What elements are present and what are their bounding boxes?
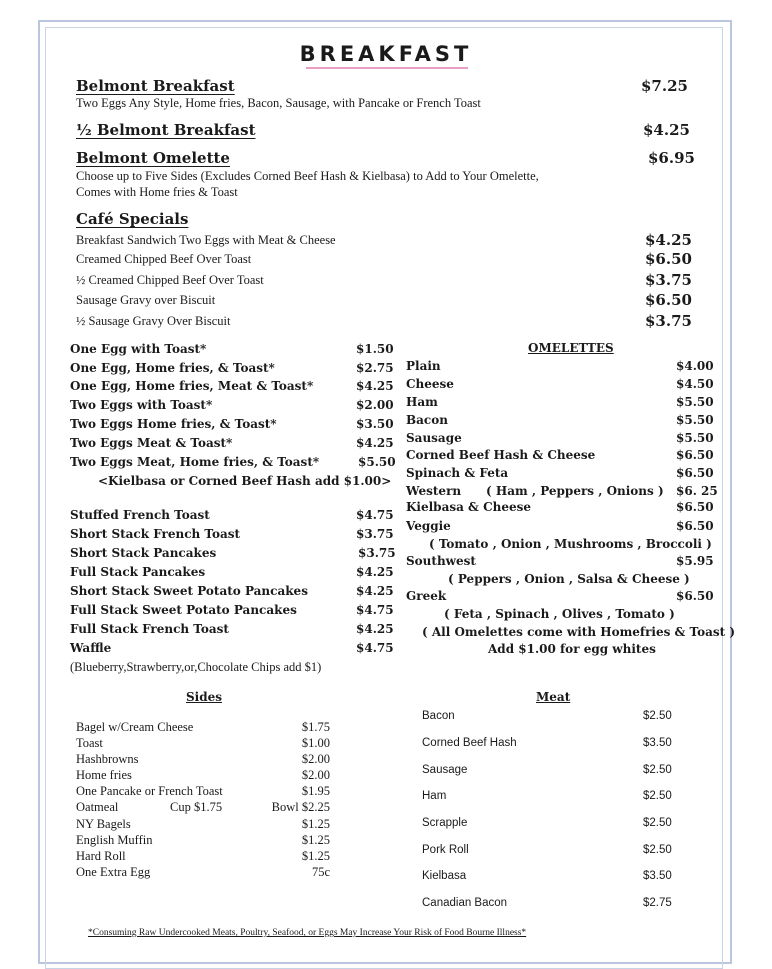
half-belmont-price: $4.25 bbox=[643, 121, 690, 139]
side-item-2-price: $1.00 bbox=[301, 736, 330, 750]
meat-item-6-price: $2.50 bbox=[643, 844, 672, 856]
griddle-addon-note: (Blueberry,Strawberry,or,Chocolate Chips add $1) bbox=[70, 660, 322, 674]
meat-heading: Meat bbox=[536, 690, 571, 704]
griddle-item-8-name: Waffle bbox=[70, 641, 112, 655]
omelette-item-sausage-price: $5.50 bbox=[676, 431, 714, 445]
griddle-item-1-price: $4.75 bbox=[356, 508, 394, 522]
meat-item-2-price: $3.50 bbox=[643, 737, 672, 749]
omelette-item-corned-beef-name: Corned Beef Hash & Cheese bbox=[406, 448, 596, 462]
egg-item-5-price: $3.50 bbox=[356, 417, 394, 431]
half-belmont-name: ½ Belmont Breakfast bbox=[76, 121, 256, 139]
meat-item-7-name: Kielbasa bbox=[422, 870, 467, 882]
omelette-item-veggie-price: $6.50 bbox=[676, 519, 714, 533]
omelette-greek-note: ( Feta , Spinach , Olives , Tomato ) bbox=[444, 607, 675, 621]
egg-item-2-price: $2.75 bbox=[356, 361, 394, 375]
omelette-item-plain-price: $4.00 bbox=[676, 359, 714, 373]
omelettes-heading: OMELETTES bbox=[528, 341, 614, 355]
omelettes-includes-note: ( All Omelettes come with Homefries & Toast ) bbox=[422, 625, 736, 639]
omelette-item-plain-name: Plain bbox=[406, 359, 441, 373]
omelette-item-spinach-name: Spinach & Feta bbox=[406, 466, 509, 480]
side-item-5-price: $1.95 bbox=[301, 784, 330, 798]
cafe-item-1-name: Breakfast Sandwich Two Eggs with Meat & Cheese bbox=[76, 233, 336, 247]
omelette-item-southwest-price: $5.95 bbox=[676, 554, 714, 568]
omelette-item-kielbasa-price: $6.50 bbox=[676, 500, 714, 514]
side-item-1-price: $1.75 bbox=[301, 720, 330, 734]
sides-heading: Sides bbox=[186, 690, 223, 704]
omelette-item-kielbasa-name: Kielbasa & Cheese bbox=[406, 500, 532, 514]
side-item-9-name: Hard Roll bbox=[76, 849, 126, 863]
omelette-item-bacon-name: Bacon bbox=[406, 413, 448, 427]
omelette-southwest-note: ( Peppers , Onion , Salsa & Cheese ) bbox=[448, 572, 690, 586]
omelette-item-western-name: Western bbox=[406, 484, 462, 498]
griddle-item-4-name: Full Stack Pancakes bbox=[70, 565, 206, 579]
meat-item-5-price: $2.50 bbox=[643, 817, 672, 829]
belmont-breakfast-price: $7.25 bbox=[641, 77, 688, 95]
cafe-item-3-name: ½ Creamed Chipped Beef Over Toast bbox=[76, 273, 264, 287]
griddle-item-7-price: $4.25 bbox=[356, 622, 394, 636]
side-item-2-name: Toast bbox=[76, 736, 103, 750]
meat-item-3-price: $2.50 bbox=[643, 764, 672, 776]
side-item-3-price: $2.00 bbox=[301, 752, 330, 766]
egg-item-4-name: Two Eggs with Toast* bbox=[70, 398, 213, 412]
egg-item-5-name: Two Eggs Home fries, & Toast* bbox=[70, 417, 277, 431]
meat-item-8-name: Canadian Bacon bbox=[422, 897, 508, 909]
cafe-item-1-price: $4.25 bbox=[645, 231, 692, 249]
side-item-7-price: $1.25 bbox=[301, 817, 330, 831]
omelette-item-cheese-name: Cheese bbox=[406, 377, 454, 391]
belmont-breakfast-name: Belmont Breakfast bbox=[76, 77, 235, 95]
cafe-item-3-price: $3.75 bbox=[645, 271, 692, 289]
egg-item-7-name: Two Eggs Meat, Home fries, & Toast* bbox=[70, 455, 320, 469]
belmont-omelette-name: Belmont Omelette bbox=[76, 149, 230, 167]
title-underline bbox=[306, 67, 468, 69]
meat-item-4-name: Ham bbox=[422, 790, 447, 802]
egg-item-2-name: One Egg, Home fries, & Toast* bbox=[70, 361, 275, 375]
meat-item-3-name: Sausage bbox=[422, 764, 468, 776]
cafe-item-4-price: $6.50 bbox=[645, 291, 692, 309]
egg-item-3-price: $4.25 bbox=[356, 379, 394, 393]
belmont-omelette-desc-1: Choose up to Five Sides (Excludes Corned Beef Hash & Kielbasa) to Add to Your Omelette, bbox=[76, 169, 539, 183]
omelette-western-note: ( Ham , Peppers , Onions ) bbox=[486, 484, 664, 498]
side-item-7-name: NY Bagels bbox=[76, 817, 131, 831]
side-item-9-price: $1.25 bbox=[301, 849, 330, 863]
side-item-1-name: Bagel w/Cream Cheese bbox=[76, 720, 194, 734]
griddle-item-2-price: $3.75 bbox=[356, 527, 394, 541]
griddle-item-5-name: Short Stack Sweet Potato Pancakes bbox=[70, 584, 308, 598]
side-item-6-price: Bowl $2.25 bbox=[271, 800, 330, 814]
griddle-item-6-name: Full Stack Sweet Potato Pancakes bbox=[70, 603, 297, 617]
omelette-item-corned-beef-price: $6.50 bbox=[676, 448, 714, 462]
egg-item-3-name: One Egg, Home fries, Meat & Toast* bbox=[70, 379, 314, 393]
meat-item-7-price: $3.50 bbox=[643, 870, 672, 882]
side-item-10-price: 75c bbox=[311, 865, 330, 879]
griddle-item-8-price: $4.75 bbox=[356, 641, 394, 655]
side-item-6-name: Oatmeal bbox=[76, 800, 119, 814]
egg-item-6-price: $4.25 bbox=[356, 436, 394, 450]
side-item-4-name: Home fries bbox=[76, 768, 132, 782]
omelettes-egg-whites-note: Add $1.00 for egg whites bbox=[488, 642, 656, 656]
omelette-item-sausage-name: Sausage bbox=[406, 431, 462, 445]
meat-item-6-name: Pork Roll bbox=[422, 844, 469, 856]
egg-item-7-price: $5.50 bbox=[358, 455, 396, 469]
griddle-item-2-name: Short Stack French Toast bbox=[70, 527, 241, 541]
side-item-8-name: English Muffin bbox=[76, 833, 153, 847]
meat-item-1-price: $2.50 bbox=[643, 710, 672, 722]
side-item-8-price: $1.25 bbox=[301, 833, 330, 847]
griddle-item-5-price: $4.25 bbox=[356, 584, 394, 598]
side-item-4-price: $2.00 bbox=[301, 768, 330, 782]
meat-item-5-name: Scrapple bbox=[422, 817, 468, 829]
side-item-10-name: One Extra Egg bbox=[76, 865, 151, 879]
egg-item-4-price: $2.00 bbox=[356, 398, 394, 412]
omelette-item-southwest-name: Southwest bbox=[406, 554, 476, 568]
griddle-item-7-name: Full Stack French Toast bbox=[70, 622, 229, 636]
belmont-omelette-desc-2: Comes with Home fries & Toast bbox=[76, 185, 238, 199]
omelette-item-ham-name: Ham bbox=[406, 395, 438, 409]
omelette-item-ham-price: $5.50 bbox=[676, 395, 714, 409]
griddle-item-6-price: $4.75 bbox=[356, 603, 394, 617]
side-item-5-name: One Pancake or French Toast bbox=[76, 784, 223, 798]
omelette-item-greek-name: Greek bbox=[406, 589, 447, 603]
omelette-item-greek-price: $6.50 bbox=[676, 589, 714, 603]
meat-item-2-name: Corned Beef Hash bbox=[422, 737, 517, 749]
omelette-item-western-price: $6. 25 bbox=[676, 484, 718, 498]
side-item-3-name: Hashbrowns bbox=[76, 752, 139, 766]
meat-item-8-price: $2.75 bbox=[643, 897, 672, 909]
belmont-breakfast-desc: Two Eggs Any Style, Home fries, Bacon, Sausage, with Pancake or French Toast bbox=[76, 96, 481, 110]
omelette-item-veggie-name: Veggie bbox=[406, 519, 451, 533]
omelette-item-spinach-price: $6.50 bbox=[676, 466, 714, 480]
side-oatmeal-cup: Cup $1.75 bbox=[170, 800, 223, 814]
griddle-item-3-price: $3.75 bbox=[358, 546, 396, 560]
cafe-item-4-name: Sausage Gravy over Biscuit bbox=[76, 293, 216, 307]
menu-title: BREAKFAST bbox=[299, 42, 473, 66]
cafe-item-5-name: ½ Sausage Gravy Over Biscuit bbox=[76, 314, 231, 328]
cafe-specials-heading: Café Specials bbox=[76, 210, 189, 228]
omelette-veggie-note: ( Tomato , Onion , Mushrooms , Broccoli ) bbox=[429, 537, 712, 551]
meat-item-1-name: Bacon bbox=[422, 710, 455, 722]
egg-item-6-name: Two Eggs Meat & Toast* bbox=[70, 436, 233, 450]
omelette-item-cheese-price: $4.50 bbox=[676, 377, 714, 391]
cafe-item-2-price: $6.50 bbox=[645, 250, 692, 268]
griddle-item-3-name: Short Stack Pancakes bbox=[70, 546, 217, 560]
meat-item-4-price: $2.50 bbox=[643, 790, 672, 802]
omelette-item-bacon-price: $5.50 bbox=[676, 413, 714, 427]
cafe-item-2-name: Creamed Chipped Beef Over Toast bbox=[76, 252, 252, 266]
belmont-omelette-price: $6.95 bbox=[648, 149, 695, 167]
egg-item-1-name: One Egg with Toast* bbox=[70, 342, 207, 356]
cafe-item-5-price: $3.75 bbox=[645, 312, 692, 330]
griddle-item-1-name: Stuffed French Toast bbox=[70, 508, 210, 522]
egg-item-1-price: $1.50 bbox=[356, 342, 394, 356]
egg-addon-note: <Kielbasa or Corned Beef Hash add $1.00> bbox=[98, 474, 392, 488]
griddle-item-4-price: $4.25 bbox=[356, 565, 394, 579]
consumption-warning: *Consuming Raw Undercooked Meats, Poultry, Seafood, or Eggs May Increase Your Risk of Food Bourne Illness* bbox=[88, 928, 527, 938]
